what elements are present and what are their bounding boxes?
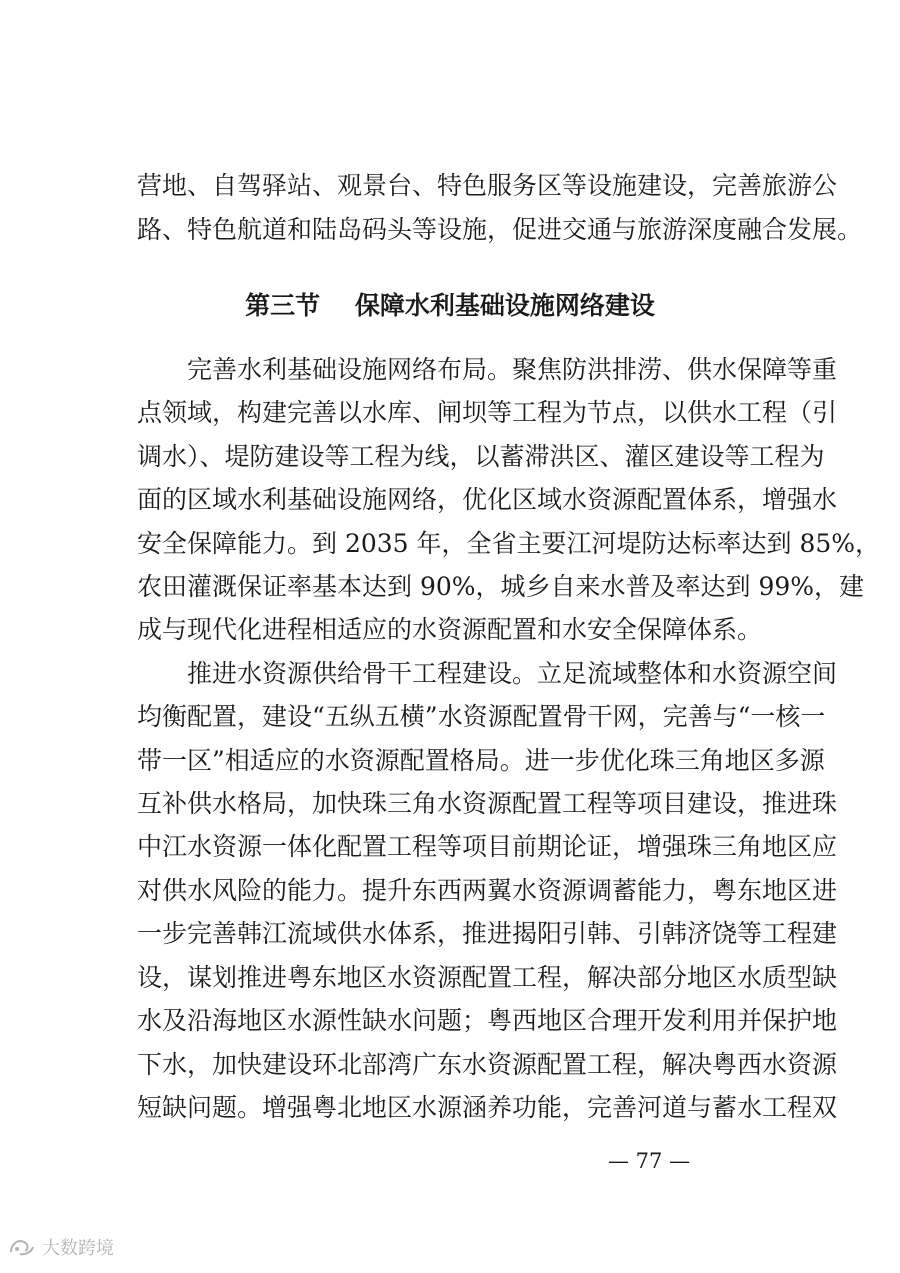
paragraph-line: 点领域，构建完善以水库、闸坝等工程为节点，以供水工程（引 [137, 398, 838, 427]
logo-icon [8, 1236, 36, 1258]
paragraph-line: 带一区”相适应的水资源配置格局。进一步优化珠三角地区多源 [137, 746, 825, 775]
intro-line-1: 营地、自驾驿站、观景台、特色服务区等设施建设，完善旅游公 [137, 171, 838, 200]
watermark [8, 1234, 114, 1260]
watermark-text: 大数跨境 [42, 1238, 114, 1259]
paragraph-line: 调水）、堤防建设等工程为线，以蓄滞洪区、灌区建设等工程为 [137, 442, 825, 471]
paragraph-line: 短缺问题。增强粤北地区水源涵养功能，完善河道与蓄水工程双 [137, 1093, 838, 1122]
paragraph-line: 均衡配置，建设“五纵五横”水资源配置骨干网，完善与“一核一 [137, 702, 826, 731]
page-number: — 77 — [608, 1149, 691, 1173]
paragraph-line: 对供水风险的能力。提升东西两翼水资源调蓄能力，粤东地区进 [137, 876, 838, 905]
paragraph-line: 安全保障能力。到 2035 年，全省主要江河堤防达标率达到 85%， [137, 529, 881, 558]
paragraph-line: 水及沿海地区水源性缺水问题；粤西地区合理开发利用并保护地 [137, 1006, 838, 1035]
paragraph-line: 面的区域水利基础设施网络，优化区域水资源配置体系，增强水 [137, 485, 838, 514]
paragraph-line: 一步完善韩江流域供水体系，推进揭阳引韩、引韩济饶等工程建 [137, 919, 838, 948]
paragraph-line: 推进水资源供给骨干工程建设。立足流域整体和水资源空间 [137, 659, 838, 688]
paragraph-line: 互补供水格局，加快珠三角水资源配置工程等项目建设，推进珠 [137, 789, 838, 818]
intro-line-2: 路、特色航道和陆岛码头等设施，促进交通与旅游深度融合发展。 [137, 215, 863, 244]
paragraph-line: 中江水资源一体化配置工程等项目前期论证，增强珠三角地区应 [137, 832, 838, 861]
paragraph-line: 农田灌溉保证率基本达到 90%，城乡自来水普及率达到 99%，建 [137, 572, 865, 601]
paragraph-line: 设，谋划推进粤东地区水资源配置工程，解决部分地区水质型缺 [137, 963, 838, 992]
paragraph-line: 完善水利基础设施网络布局。聚焦防洪排涝、供水保障等重 [137, 355, 838, 384]
paragraph-line: 成与现代化进程相适应的水资源配置和水安全保障体系。 [137, 615, 763, 644]
paragraph-line: 下水，加快建设环北部湾广东水资源配置工程，解决粤西水资源 [137, 1050, 838, 1079]
section-heading: 第三节 保障水利基础设施网络建设 [245, 291, 655, 320]
